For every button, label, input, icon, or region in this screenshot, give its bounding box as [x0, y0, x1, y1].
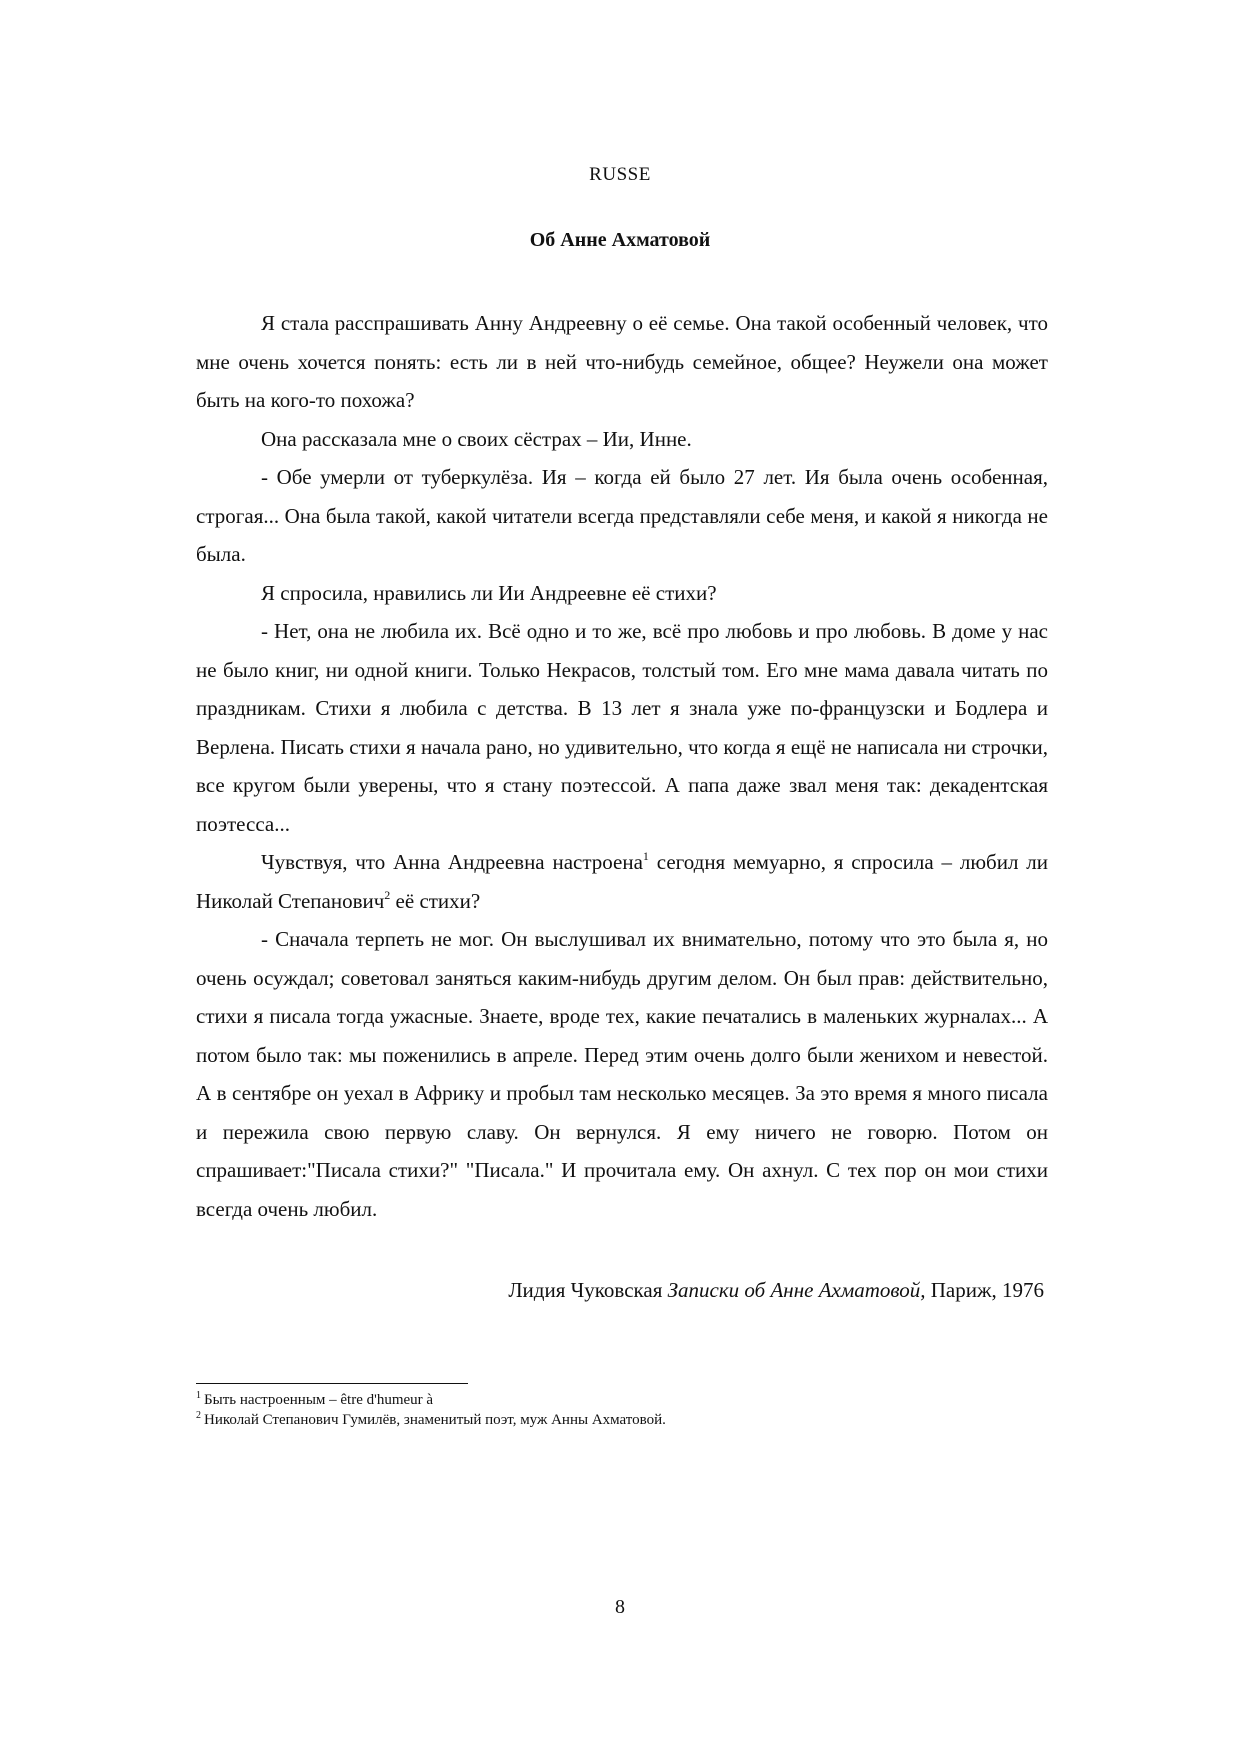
main-text — [196, 304, 1048, 1228]
footnote-text: Николай Степанович Гумилёв, знаменитый поэт, муж Анны Ахматовой. — [204, 1412, 666, 1428]
paragraph: - Обе умерли от туберкулёза. Ия – когда ей было 27 лет. Ия была очень особенная, строгая... Она была такой, какой читатели всегда представляли себе меня, и какой я никогда не была. — [196, 465, 1048, 566]
paragraph-with-footnotes — [196, 843, 1048, 920]
footnotes — [196, 1390, 1048, 1430]
paragraph: Я стала расспрашивать Анну Андреевну о её семье. Она такой особенный человек, что мне очень хочется понять: есть ли в ней что-нибудь семейное, общее? Неужели она может быть на кого-то похожа? — [196, 311, 1048, 412]
source-citation — [508, 1278, 1044, 1303]
paragraph-segment: её стихи? — [390, 888, 481, 913]
section-header: RUSSE — [589, 164, 651, 185]
footnote-text: Быть настроенным – être d'humeur à — [204, 1392, 434, 1408]
paragraph: Она рассказала мне о своих сёстрах – Ии, Инне. — [261, 426, 692, 451]
footnote — [196, 1390, 1048, 1410]
paragraph: - Нет, она не любила их. Всё одно и то же, всё про любовь и про любовь. В доме у нас не было книг, ни одной книги. Только Некрасов, толстый том. Его мне мама давала читать по праздникам. Стихи я любила с детства. В 13 лет я знала уже по-французски и Бодлера и Верлена. Писать стихи я начала рано, но удивительно, что когда я ещё не написала ни строчки, все кругом были уверены, что я стану поэтессой. А папа даже звал меня так: декадентская поэтесса... — [196, 619, 1048, 836]
footnote-divider — [196, 1383, 468, 1384]
paragraph-segment: Чувствуя, что Анна Андреевна настроена — [261, 850, 643, 874]
page-number: 8 — [615, 1596, 625, 1618]
paragraph-segment: сегодня мемуарно, я спросила – любил ли Николай Степанович — [196, 850, 1048, 913]
page-title: Об Анне Ахматовой — [529, 229, 711, 251]
footnote-number: 1 — [196, 1390, 201, 1401]
paragraph: Я спросила, нравились ли Ии Андреевне её стихи? — [261, 580, 717, 605]
paragraph: - Сначала терпеть не мог. Он выслушивал их внимательно, потому что это была я, но очень осуждал; советовал заняться каким-нибудь другим делом. Он был прав: действительно, стихи я писала тогда ужасные. Знаете, вроде тех, какие печатались в маленьких журналах... А потом было так: мы поженились в апреле. Перед этим очень долго были женихом и невестой. А в сентябре он уехал в Африку и пробыл там несколько месяцев. За это время я много писала и пережила свою первую славу. Он вернулся. Я ему ничего не говорю. Потом он спрашивает:"Писала стихи?" "Писала." И прочитала ему. Он ахнул. С тех пор он мои стихи всегда очень любил. — [196, 927, 1048, 1221]
citation-book-title: Записки об Анне Ахматовой, — [667, 1278, 926, 1302]
citation-place-year: Париж, 1976 — [925, 1278, 1044, 1302]
footnote-number: 2 — [196, 1410, 201, 1421]
citation-author: Лидия Чуковская — [508, 1278, 668, 1302]
footnote-reference: 2 — [384, 887, 391, 902]
footnote — [196, 1410, 1048, 1430]
footnote-reference: 1 — [642, 849, 649, 863]
